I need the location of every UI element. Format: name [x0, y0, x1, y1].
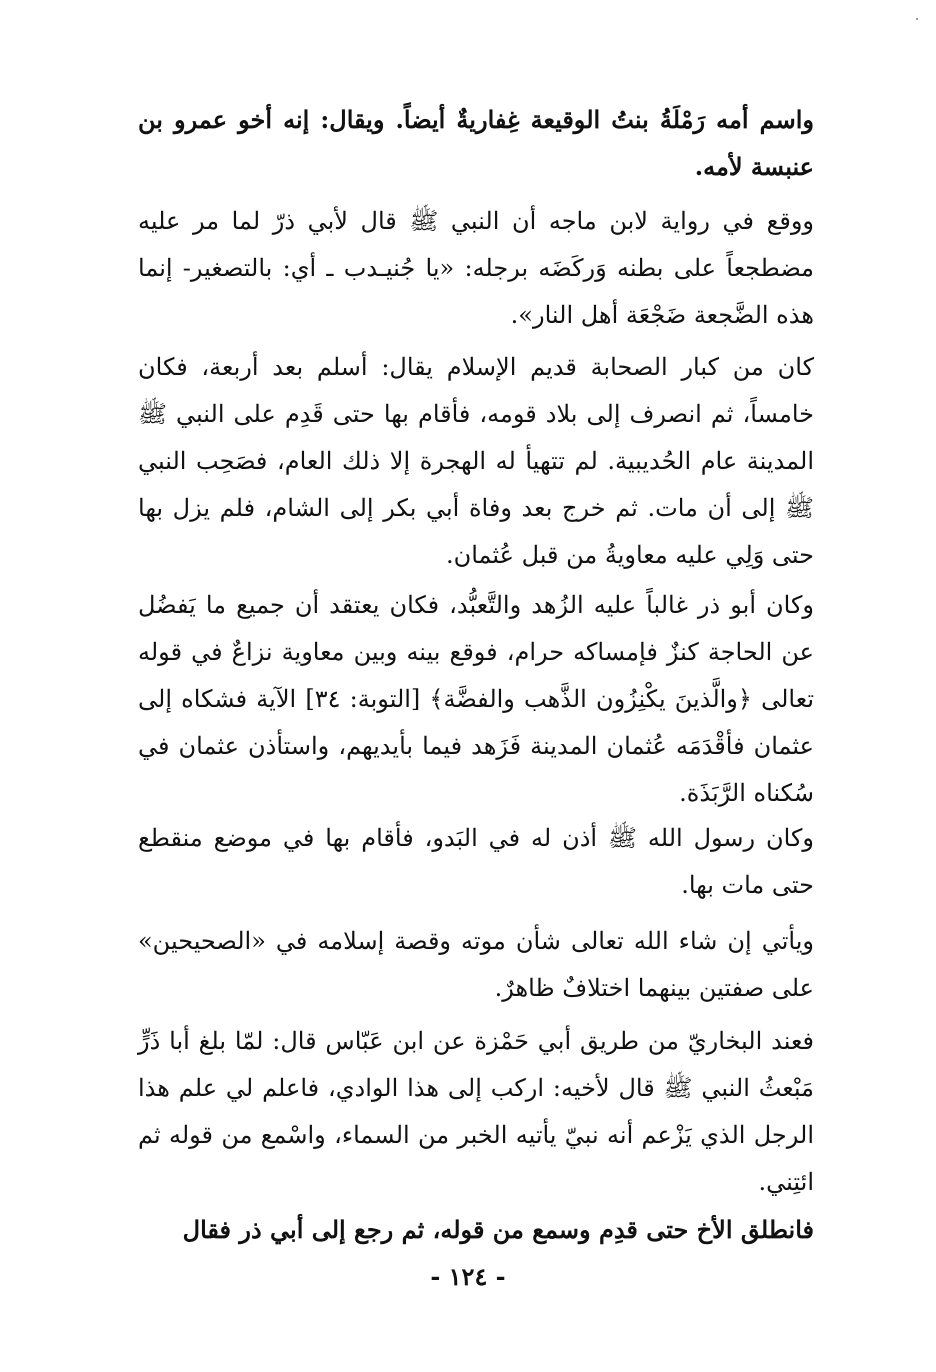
page-number: - ١٢٤ -: [430, 1262, 506, 1291]
paragraph-early-islam: كان من كبار الصحابة قديم الإسلام يقال: أسلم بعد أربعة، فكان خامساً، ثم انصرف إلى بلاد قومه، فأقام بها حتى قَدِم على النبي ﷺ المدينة عام الحُديبية. لم تتهيأ له الهجرة إلا ذلك العام، فصَحِب النبي ﷺ إلى أن مات. ثم خرج بعد وفاة أبي بكر إلى الشام، فلم يزل بها حتى وَلِي عليه معاويةُ من قبل عُثمان.: [138, 353, 815, 569]
paragraph-bukhari-narration: فعند البخاريّ من طريق أبي حَمْزة عن ابن عَبّاس قال: لمّا بلغ أبا ذَرٍّ مَبْعثُ النبي ﷺ قال لأخيه: اركب إلى هذا الوادي، فاعلم لي علم هذا الرجل الذي يَزْعم أنه نبيّ يأتيه الخبر من السماء، واسْمع من قوله ثم ائتِني.: [138, 1027, 814, 1196]
paragraph-ibn-majah-narration: ووقع في رواية لابن ماجه أن النبي ﷺ قال لأبي ذرّ لما مر عليه مضطجعاً على بطنه وَركَضَه برجله: «يا جُنيـدب ـ أي: بالتصغير- إنما هذه الضَّجعة ضَجْعَة أهل النار».: [138, 207, 814, 329]
paragraph-brother-departed: فانطلق الأخ حتى قدِم وسمع من قوله، ثم رجع إلى أبي ذر فقال: [182, 1215, 814, 1244]
paragraph-mother-name: واسم أمه رَمْلَةُ بنتُ الوقيعة غِفاريةٌ أيضاً. ويقال: إنه أخو عمرو بن عنبسة لأمه.: [138, 105, 814, 181]
scan-speck: [916, 18, 918, 20]
paragraph-two-sahihs: ويأتي إن شاء الله تعالى شأن موته وقصة إسلامه في «الصحيحين» على صفتين بينهما اختلافٌ ظاهرٌ.: [138, 927, 814, 1002]
paragraph-desert-permission: وكان رسول الله ﷺ أذن له في البَدو، فأقام بها في موضع منقطع حتى مات بها.: [138, 824, 814, 899]
paragraph-asceticism: وكان أبو ذر غالباً عليه الزُهد والتَّعبُّد، فكان يعتقد أن جميع ما يَفضُل عن الحاجة كنزٌ فإمساكه حرام، فوقع بينه وبين معاوية نزاعٌ في قوله تعالى ﴿والَّذينَ يكْنِزُون الذَّهب والفضَّة﴾ [التوبة: ٣٤] الآية فشكاه إلى عثمان فأقْدَمَه عُثمان المدينة فَزَهد فيما بأيديهم، واستأذن عثمان في سُكناه الرَّبَذَة.: [138, 591, 814, 807]
